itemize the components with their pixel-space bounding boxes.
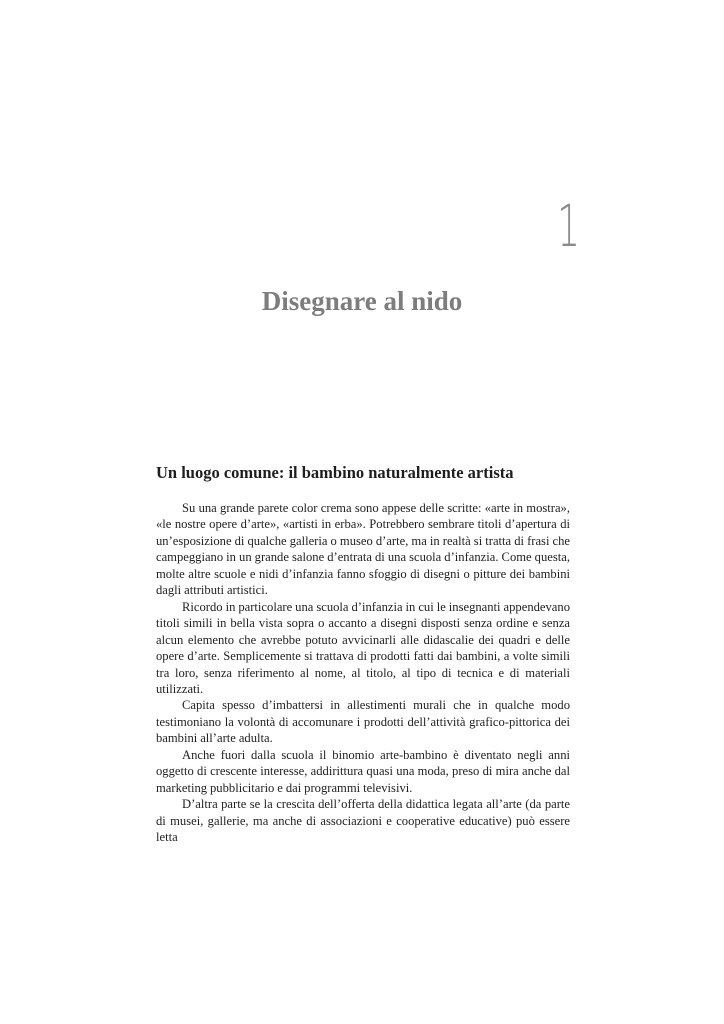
body-text xyxy=(156,500,570,846)
paragraph: Su una grande parete color crema sono appese delle scritte: «arte in mostra», «le nostre opere d’arte», «artisti in erba». Potrebbero sembrare titoli d’apertura di un’esposizione di qualche galleria o museo d’arte, ma in realtà si tratta di frasi che campeggiano in un grande salone d’entrata di una scuola d’infanzia. Come questa, molte altre scuole e nidi d’infanzia fanno sfoggio di disegni o pitture dei bambini dagli attributi artistici. xyxy=(156,501,570,598)
section-heading: Un luogo comune: il bambino naturalmente artista xyxy=(156,463,514,482)
chapter-number: 1 xyxy=(557,192,580,260)
paragraph: Anche fuori dalla scuola il binomio arte-bambino è diventato negli anni oggetto di crescente interesse, addirittura quasi una moda, preso di mira anche dal marketing pubblicitario e dai programmi televisivi. xyxy=(156,747,570,795)
paragraph: Ricordo in particolare una scuola d’infanzia in cui le insegnanti appendevano titoli simili in bella vista sopra o accanto a disegni disposti senza ordine e senza alcun elemento che avrebbe potuto avvicinarli alle didascalie dei quadri e delle opere d’arte. Semplicemente si trattava di prodotti fatti dai bambini, a volte simili tra loro, senza riferimento al nome, al titolo, al tipo di tecnica e di materiali utilizzati. xyxy=(156,599,570,696)
paragraph: D’altra parte se la crescita dell’offerta della didattica legata all’arte (da parte di musei, gallerie, ma anche di associazioni e cooperative educative) può essere letta xyxy=(156,797,570,845)
chapter-title: Disegnare al nido xyxy=(261,286,463,316)
paragraph: Capita spesso d’imbattersi in allestimenti murali che in qualche modo testimoniano la volontà di accomunare i prodotti dell’attività grafico-pittorica dei bambini all’arte adulta. xyxy=(156,698,570,746)
